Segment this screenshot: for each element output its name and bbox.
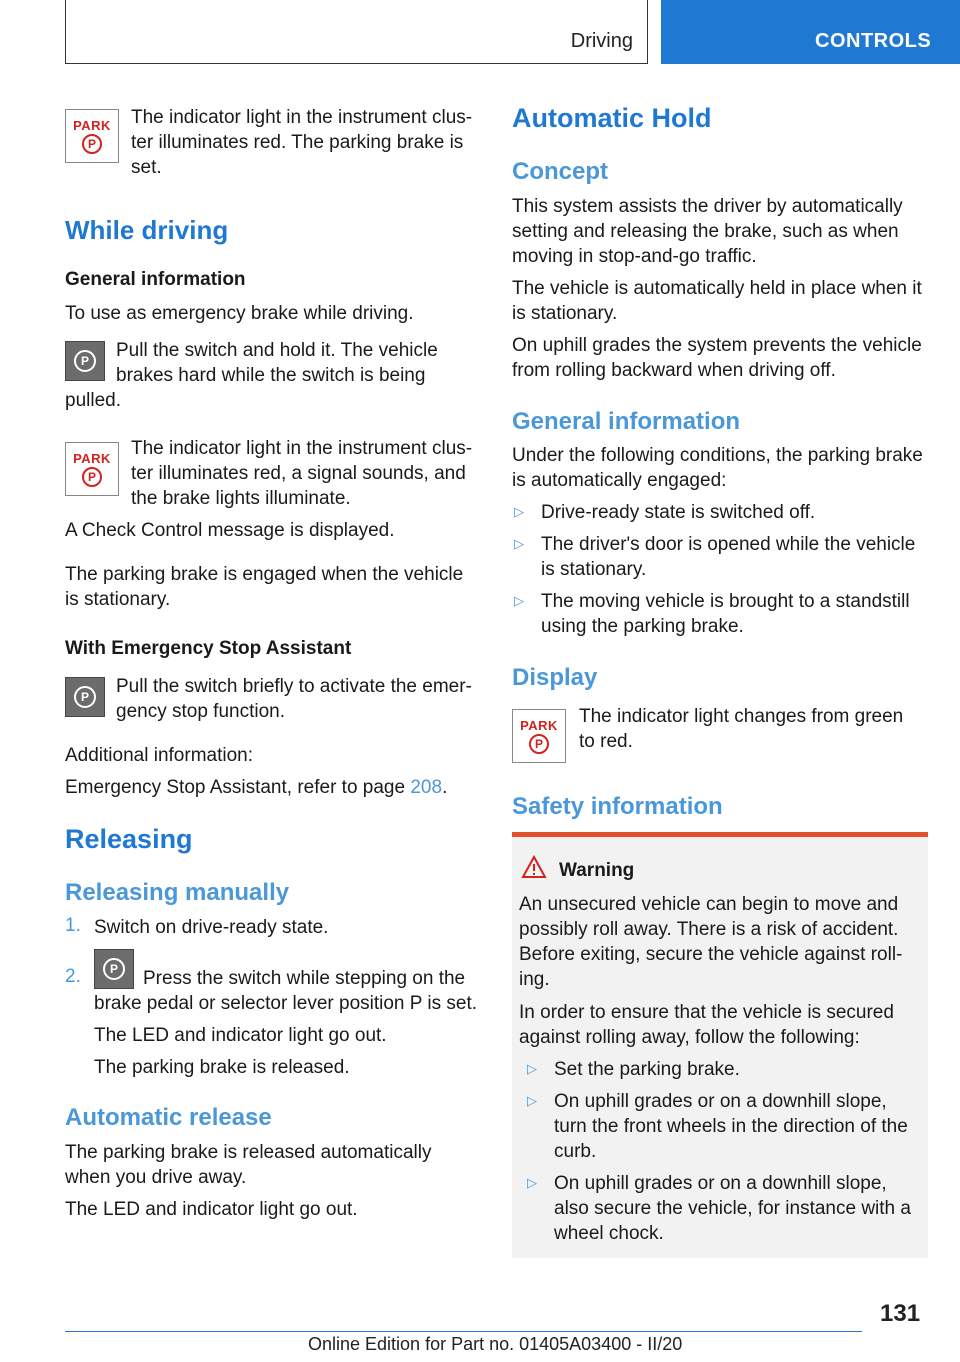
- text-pull-briefly: Pull the switch briefly to activate the emer- gency stop function.: [116, 676, 472, 722]
- text-refer-page: Emergency Stop Assistant, refer to page 208.: [65, 777, 448, 798]
- bullet-triangle-icon: ▷: [514, 536, 524, 551]
- text-uphill: On uphill grades the system prevents the vehicle from rolling backward when driving off.: [512, 335, 922, 381]
- bullet-item: Drive-ready state is switched off.: [541, 502, 816, 523]
- text-led-out: The LED and indicator light go out.: [94, 1025, 387, 1046]
- heading-emergency-stop-assistant: With Emergency Stop Assistant: [65, 638, 352, 659]
- header-chapter-title: CONTROLS: [815, 30, 932, 52]
- text-led-out: The LED and indicator light go out.: [65, 1199, 358, 1220]
- text-emergency-use: To use as emergency brake while driving.: [65, 303, 414, 324]
- heading-display: Display: [512, 664, 598, 691]
- step-number: 1.: [65, 915, 81, 936]
- warning-bullet-item: On uphill grades or on a downhill slope, turn the front wheels in the direction of the curb.: [554, 1091, 908, 1162]
- text-pull-switch-end: pulled.: [65, 390, 121, 411]
- heading-general-information: General information: [65, 269, 246, 290]
- text-conditions: Under the following conditions, the parking brake is automatically engaged:: [512, 445, 923, 491]
- text-pull-switch: Pull the switch and hold it. The vehicle brakes hard while the switch is being: [116, 340, 438, 386]
- heading-releasing: Releasing: [65, 824, 193, 854]
- text-additional-information: Additional information:: [65, 745, 253, 766]
- bullet-triangle-icon: ▷: [514, 504, 524, 519]
- heading-automatic-release: Automatic release: [65, 1104, 272, 1131]
- text-display: The indicator light changes from green to red.: [579, 706, 904, 752]
- warning-bullet-item: On uphill grades or on a downhill slope, also secure the vehicle, for instance with a wheel chock.: [554, 1173, 911, 1244]
- parking-brake-switch-icon: P: [94, 949, 134, 989]
- step-text: Press the switch while stepping on the: [143, 968, 466, 989]
- footer-divider: [65, 1331, 862, 1332]
- header-section-title: Driving: [570, 30, 633, 52]
- parking-brake-switch-icon: P: [65, 341, 105, 381]
- warning-text: In order to ensure that the vehicle is secured against rolling away, follow the following:: [519, 1002, 894, 1048]
- park-indicator-icon: PARK P: [512, 709, 566, 763]
- park-indicator-icon: PARK P: [65, 442, 119, 496]
- bullet-triangle-icon: ▷: [514, 593, 524, 608]
- page-number: 131: [880, 1300, 921, 1327]
- parking-brake-switch-icon: P: [65, 677, 105, 717]
- warning-bullet-item: Set the parking brake.: [554, 1059, 740, 1080]
- bullet-triangle-icon: ▷: [527, 1093, 537, 1108]
- heading-general-information-right: General information: [512, 408, 741, 435]
- text-indicator-signal: The indicator light in the instrument clus- ter illuminates red, a signal sounds, and the brake lights illuminate.: [131, 438, 473, 509]
- bullet-triangle-icon: ▷: [527, 1175, 537, 1190]
- text-indicator-set: The indicator light in the instrument clus- ter illuminates red. The parking brake is set.: [131, 107, 473, 178]
- warning-triangle-icon: [521, 855, 547, 879]
- text-held-in-place: The vehicle is automatically held in place when it is stationary.: [512, 278, 922, 324]
- footer-edition: Online Edition for Part no. 01405A03400 - II/20: [308, 1334, 683, 1354]
- step-text: Switch on drive-ready state.: [94, 917, 329, 938]
- bullet-triangle-icon: ▷: [527, 1061, 537, 1076]
- warning-title: Warning: [559, 860, 635, 881]
- bullet-item: The moving vehicle is brought to a standstill using the parking brake.: [541, 591, 910, 637]
- heading-releasing-manually: Releasing manually: [65, 879, 290, 906]
- page-reference-link[interactable]: 208: [410, 777, 443, 798]
- park-indicator-icon: PARK P: [65, 109, 119, 163]
- text-engaged-stationary: The parking brake is engaged when the vehicle is stationary.: [65, 564, 464, 610]
- heading-concept: Concept: [512, 158, 608, 185]
- warning-text: An unsecured vehicle can begin to move and possibly roll away. There is a risk of accident. Before exiting, secure the vehicle against roll- ing.: [519, 894, 903, 990]
- text-check-control: A Check Control message is displayed.: [65, 520, 395, 541]
- heading-safety-information: Safety information: [512, 793, 723, 820]
- heading-automatic-hold: Automatic Hold: [512, 103, 712, 133]
- bullet-item: The driver's door is opened while the vehicle is stationary.: [541, 534, 916, 580]
- step-number: 2.: [65, 966, 81, 987]
- header-section-box: [65, 0, 648, 64]
- text-brake-released: The parking brake is released.: [94, 1057, 350, 1078]
- text-auto-release: The parking brake is released automatically when you drive away.: [65, 1142, 432, 1188]
- heading-while-driving: While driving: [65, 215, 229, 245]
- header-chapter-tab[interactable]: [661, 0, 960, 64]
- step-text-continued: brake pedal or selector lever position P is set.: [94, 993, 478, 1014]
- text-concept: This system assists the driver by automatically setting and releasing the brake, such as when moving in stop-and-go traffic.: [512, 196, 903, 267]
